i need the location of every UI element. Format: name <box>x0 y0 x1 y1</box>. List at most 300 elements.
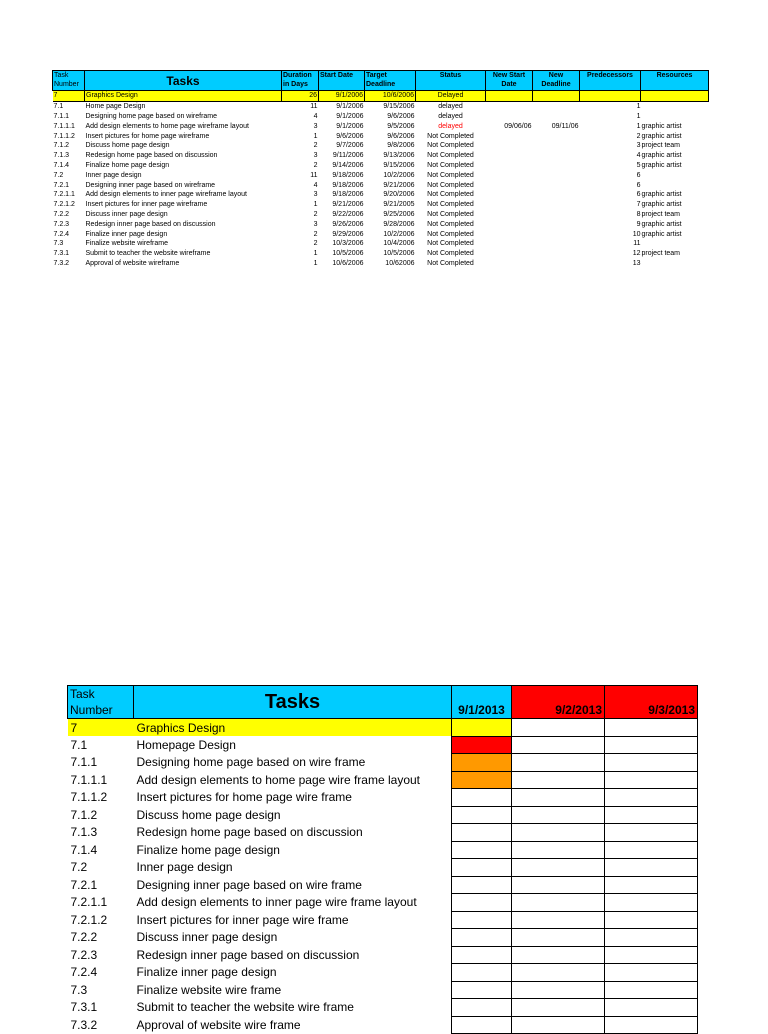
gantt-cell[interactable] <box>605 981 698 999</box>
cell-task-name: Redesign home page based on discussion <box>85 152 218 160</box>
cell-status: Not Completed <box>427 210 474 218</box>
cell-status: Not Completed <box>427 161 474 169</box>
gantt-task-name: Add design elements to inner page wire frame layout <box>136 895 417 910</box>
cell-predecessors: 11 <box>633 240 641 248</box>
schedule-row <box>53 210 709 220</box>
cell-resources <box>641 259 709 269</box>
cell-task-number: 7.1.3 <box>53 152 70 160</box>
cell-target-deadline: 10/4/2006 <box>383 240 415 248</box>
gantt-cell[interactable] <box>452 981 512 999</box>
cell-new-start-date <box>486 112 533 122</box>
cell-target-deadline: 9/6/2006 <box>387 132 415 140</box>
gantt-cell[interactable] <box>452 771 512 789</box>
cell-predecessors: 5 <box>636 161 641 169</box>
gantt-cell[interactable] <box>512 824 605 842</box>
gantt-cell[interactable] <box>512 841 605 859</box>
gantt-task-name: Redesign inner page based on discussion <box>136 947 360 962</box>
cell-resources: graphic artist <box>641 220 682 228</box>
cell-task-name: Insert pictures for inner page wireframe <box>85 201 208 209</box>
cell-predecessors: 12 <box>632 250 641 258</box>
schedule-body <box>53 91 709 269</box>
gantt-task-number: 7.1.1.2 <box>70 790 108 805</box>
cell-task-name: Home page Design <box>85 103 146 111</box>
gantt-cell[interactable] <box>605 719 698 737</box>
cell-new-deadline: 09/11/06 <box>551 122 579 130</box>
cell-resources <box>641 112 709 122</box>
gantt-cell[interactable] <box>605 929 698 947</box>
cell-start-date: 9/26/2006 <box>332 220 364 228</box>
cell-duration: 4 <box>313 112 318 120</box>
cell-duration: 2 <box>313 240 318 248</box>
cell-task-name: Designing home page based on wireframe <box>85 112 218 120</box>
cell-duration: 26 <box>282 91 319 102</box>
gantt-cell[interactable] <box>452 736 512 754</box>
gantt-cell[interactable] <box>512 876 605 894</box>
gantt-task-number: 7.3.2 <box>70 1017 98 1032</box>
cell-predecessors: 4 <box>636 152 641 160</box>
cell-resources <box>641 170 709 180</box>
cell-task-number: 7.2.1.2 <box>53 201 75 209</box>
cell-resources: graphic artist <box>641 161 682 169</box>
cell-target-deadline: 9/13/2006 <box>383 152 415 160</box>
schedule-row <box>53 180 709 190</box>
cell-task-number: 7.1 <box>53 103 64 111</box>
cell-new-deadline <box>533 219 580 229</box>
cell-status: Not Completed <box>427 250 474 258</box>
gantt-row <box>68 911 698 929</box>
schedule-row <box>53 170 709 180</box>
cell-start-date: 10/5/2006 <box>332 250 364 258</box>
gantt-task-number: 7.1.1.1 <box>70 772 108 787</box>
cell-predecessors: 6 <box>636 181 641 189</box>
gantt-cell[interactable] <box>605 736 698 754</box>
cell-task-number: 7.2.4 <box>53 230 70 238</box>
gantt-cell[interactable] <box>452 806 512 824</box>
schedule-row <box>53 131 709 141</box>
cell-status: Not Completed <box>427 259 474 267</box>
cell-new-deadline <box>533 200 580 210</box>
cell-target-deadline: 9/8/2006 <box>387 142 415 150</box>
cell-task-number: 7.1.2 <box>53 142 70 150</box>
cell-resources <box>641 239 709 249</box>
gantt-task-name: Inner page design <box>136 860 233 875</box>
schedule-table <box>52 70 709 268</box>
schedule-row <box>53 200 709 210</box>
gantt-header-date-1: 9/1/2013 <box>452 686 512 719</box>
gantt-task-number: 7.2 <box>70 860 88 875</box>
header-duration: Duration in Days <box>282 71 319 91</box>
schedule-row <box>53 161 709 171</box>
gantt-cell[interactable] <box>452 894 512 912</box>
cell-new-deadline <box>533 249 580 259</box>
gantt-cell[interactable] <box>605 841 698 859</box>
cell-task-number: 7.1.1 <box>53 112 70 120</box>
cell-task-number: 7.1.4 <box>53 161 70 169</box>
cell-resources <box>641 180 709 190</box>
cell-new-start-date <box>486 239 533 249</box>
cell-start-date: 9/1/2006 <box>336 103 364 111</box>
cell-predecessors: 10 <box>632 230 641 238</box>
cell-task-name: Designing inner page based on wireframe <box>85 181 216 189</box>
cell-task-name: Approval of website wireframe <box>85 259 180 267</box>
gantt-cell[interactable] <box>452 876 512 894</box>
cell-duration: 1 <box>313 250 318 258</box>
gantt-task-name: Redesign home page based on discussion <box>136 825 363 840</box>
cell-status: Not Completed <box>427 181 474 189</box>
gantt-task-number: 7.1.2 <box>70 807 98 822</box>
cell-new-start-date <box>486 259 533 269</box>
gantt-row <box>68 771 698 789</box>
gantt-cell[interactable] <box>512 771 605 789</box>
cell-task-number: 7.2.2 <box>53 210 70 218</box>
schedule-row <box>53 190 709 200</box>
gantt-row <box>68 719 698 737</box>
cell-resources <box>641 91 709 102</box>
cell-duration: 3 <box>313 152 318 160</box>
gantt-row <box>68 789 698 807</box>
gantt-cell[interactable] <box>452 754 512 772</box>
cell-duration: 1 <box>313 132 318 140</box>
gantt-cell[interactable] <box>452 1016 512 1034</box>
schedule-row <box>53 229 709 239</box>
cell-target-deadline: 9/21/2005 <box>383 201 415 209</box>
cell-target-deadline: 10/62006 <box>385 259 415 267</box>
cell-task-number: 7.1.1.2 <box>53 132 75 140</box>
header-predecessors: Predecessors <box>580 71 641 91</box>
cell-status: Not Completed <box>427 142 474 150</box>
gantt-cell[interactable] <box>452 911 512 929</box>
cell-task-number: 7.2 <box>53 171 64 179</box>
gantt-cell[interactable] <box>512 911 605 929</box>
gantt-cell[interactable] <box>605 876 698 894</box>
header-start-date: Start Date <box>319 71 365 91</box>
cell-new-start-date <box>486 200 533 210</box>
cell-target-deadline: 9/15/2006 <box>383 161 415 169</box>
gantt-row <box>68 929 698 947</box>
cell-status: delayed <box>438 103 463 111</box>
cell-task-name: Discuss home page design <box>85 142 170 150</box>
cell-predecessors: 9 <box>636 220 641 228</box>
cell-predecessors: 8 <box>636 210 641 218</box>
schedule-row <box>53 151 709 161</box>
cell-task-name: Inner page design <box>85 171 142 179</box>
schedule-row <box>53 239 709 249</box>
gantt-row <box>68 999 698 1017</box>
cell-new-start-date: 09/06/06 <box>504 122 532 130</box>
gantt-task-name: Finalize inner page design <box>136 965 277 980</box>
cell-status: Not Completed <box>427 152 474 160</box>
gantt-row <box>68 946 698 964</box>
gantt-task-name: Graphics Design <box>134 719 452 737</box>
gantt-row <box>68 876 698 894</box>
gantt-cell[interactable] <box>605 946 698 964</box>
cell-new-deadline <box>533 229 580 239</box>
cell-status: delayed <box>438 122 463 130</box>
cell-status: Delayed <box>416 91 486 102</box>
cell-task-name: Add design elements to inner page wireframe layout <box>85 191 247 199</box>
cell-task-name: Finalize home page design <box>85 161 170 169</box>
cell-resources: graphic artist <box>641 230 682 238</box>
cell-new-start-date <box>486 210 533 220</box>
cell-task-number: 7.3.2 <box>53 259 70 267</box>
cell-duration: 1 <box>313 259 318 267</box>
cell-start-date: 9/18/2006 <box>332 181 364 189</box>
gantt-cell[interactable] <box>452 841 512 859</box>
cell-new-deadline <box>533 112 580 122</box>
cell-new-start-date <box>486 151 533 161</box>
gantt-table <box>67 685 698 1034</box>
cell-start-date: 10/6/2006 <box>332 259 364 267</box>
cell-duration: 4 <box>313 181 318 189</box>
schedule-row <box>53 249 709 259</box>
gantt-cell[interactable] <box>452 824 512 842</box>
gantt-cell[interactable] <box>452 964 512 982</box>
cell-status: Not Completed <box>427 191 474 199</box>
cell-status: Not Completed <box>427 201 474 209</box>
gantt-cell[interactable] <box>452 719 512 737</box>
cell-new-start-date <box>486 101 533 111</box>
gantt-task-number: 7.3.1 <box>70 1000 98 1015</box>
schedule-row <box>53 259 709 269</box>
cell-resources <box>641 101 709 111</box>
cell-task-number: 7.2.3 <box>53 220 70 228</box>
gantt-task-name: Designing home page based on wire frame <box>136 755 366 770</box>
cell-new-start-date <box>486 190 533 200</box>
gantt-cell[interactable] <box>512 719 605 737</box>
cell-new-deadline <box>533 161 580 171</box>
header-target-deadline: Target Deadline <box>365 71 416 91</box>
gantt-header-row <box>68 686 698 719</box>
gantt-row <box>68 859 698 877</box>
cell-duration: 2 <box>313 142 318 150</box>
cell-task-name: Discuss inner page design <box>85 210 168 218</box>
cell-start-date: 9/1/2006 <box>336 122 364 130</box>
cell-task-number: 7.2.1.1 <box>53 191 75 199</box>
cell-resources: graphic artist <box>641 132 682 140</box>
cell-predecessors: 1 <box>636 122 641 130</box>
cell-start-date: 9/14/2006 <box>332 161 364 169</box>
gantt-row <box>68 1016 698 1034</box>
cell-start-date: 9/22/2006 <box>332 210 364 218</box>
cell-predecessors: 1 <box>636 112 641 120</box>
gantt-cell[interactable] <box>452 929 512 947</box>
cell-new-start-date <box>486 229 533 239</box>
cell-predecessors: 6 <box>636 191 641 199</box>
gantt-cell[interactable] <box>605 771 698 789</box>
cell-target-deadline: 10/5/2006 <box>383 250 415 258</box>
cell-new-start-date <box>486 141 533 151</box>
cell-task-number: 7.1.1.1 <box>53 122 75 130</box>
gantt-task-number: 7.1 <box>70 737 88 752</box>
gantt-header-tasks: Tasks <box>134 686 452 719</box>
cell-target-deadline: 10/6/2006 <box>365 91 416 102</box>
cell-task-number: 7.3.1 <box>53 250 70 258</box>
gantt-cell[interactable] <box>512 946 605 964</box>
gantt-cell[interactable] <box>512 806 605 824</box>
cell-task-name: Finalize website wireframe <box>85 240 168 248</box>
gantt-task-number: 7.1.1 <box>70 755 98 770</box>
gantt-cell[interactable] <box>452 999 512 1017</box>
gantt-task-number: 7.2.1.1 <box>70 895 108 910</box>
gantt-task-name: Add design elements to home page wire frame layout <box>136 772 420 787</box>
cell-start-date: 9/18/2006 <box>332 191 364 199</box>
cell-target-deadline: 9/21/2006 <box>383 181 415 189</box>
cell-target-deadline: 10/2/2006 <box>383 230 415 238</box>
cell-new-deadline <box>533 190 580 200</box>
cell-start-date: 9/29/2006 <box>332 230 364 238</box>
schedule-row <box>53 101 709 111</box>
cell-predecessors: 6 <box>636 171 641 179</box>
gantt-cell[interactable] <box>512 929 605 947</box>
header-new-start-date: New Start Date <box>486 71 533 91</box>
cell-new-deadline <box>533 91 580 102</box>
gantt-cell[interactable] <box>512 999 605 1017</box>
gantt-task-name: Finalize home page design <box>136 842 280 857</box>
gantt-cell[interactable] <box>605 806 698 824</box>
cell-status: delayed <box>438 112 463 120</box>
gantt-cell[interactable] <box>605 754 698 772</box>
cell-task-name: Graphics Design <box>85 91 282 102</box>
gantt-cell[interactable] <box>605 911 698 929</box>
cell-task-name: Insert pictures for home page wireframe <box>85 132 210 140</box>
cell-target-deadline: 10/2/2006 <box>383 171 415 179</box>
cell-predecessors: 13 <box>632 259 641 267</box>
gantt-header-task-number: Task Number <box>68 686 134 719</box>
cell-resources: project team <box>641 142 681 150</box>
cell-duration: 2 <box>313 230 318 238</box>
gantt-row <box>68 894 698 912</box>
gantt-cell[interactable] <box>605 789 698 807</box>
gantt-task-name: Homepage Design <box>136 737 236 752</box>
gantt-body <box>68 719 698 1034</box>
gantt-task-number: 7 <box>68 719 134 737</box>
cell-resources: graphic artist <box>641 152 682 160</box>
schedule-row <box>53 219 709 229</box>
cell-task-name: Submit to teacher the website wireframe <box>85 250 211 258</box>
cell-new-deadline <box>533 180 580 190</box>
cell-start-date: 9/7/2006 <box>336 142 364 150</box>
cell-duration: 3 <box>313 220 318 228</box>
cell-target-deadline: 9/28/2006 <box>383 220 415 228</box>
cell-start-date: 9/21/2006 <box>332 201 364 209</box>
schedule-row <box>53 141 709 151</box>
cell-start-date: 9/1/2006 <box>336 112 364 120</box>
gantt-row <box>68 981 698 999</box>
cell-new-deadline <box>533 141 580 151</box>
gantt-cell[interactable] <box>512 736 605 754</box>
gantt-cell[interactable] <box>512 1016 605 1034</box>
gantt-task-number: 7.2.2 <box>70 930 98 945</box>
gantt-cell[interactable] <box>452 946 512 964</box>
gantt-cell[interactable] <box>512 894 605 912</box>
gantt-cell[interactable] <box>512 789 605 807</box>
gantt-cell[interactable] <box>605 1016 698 1034</box>
gantt-task-name: Submit to teacher the website wire frame <box>136 1000 354 1015</box>
cell-start-date: 9/6/2006 <box>336 132 364 140</box>
gantt-task-name: Designing inner page based on wire frame <box>136 877 362 892</box>
schedule-header-row <box>53 71 709 91</box>
cell-status: Not Completed <box>427 230 474 238</box>
cell-start-date: 9/18/2006 <box>332 171 364 179</box>
cell-task-name: Add design elements to home page wireframe layout <box>85 122 249 130</box>
gantt-task-name: Discuss inner page design <box>136 930 278 945</box>
header-tasks: Tasks <box>85 71 282 91</box>
gantt-cell[interactable] <box>605 824 698 842</box>
cell-resources: project team <box>641 210 681 218</box>
gantt-task-number: 7.1.4 <box>70 842 98 857</box>
gantt-cell[interactable] <box>512 964 605 982</box>
cell-new-deadline <box>533 259 580 269</box>
cell-new-deadline <box>533 210 580 220</box>
cell-task-number: 7 <box>53 91 85 102</box>
cell-target-deadline: 9/20/2006 <box>383 191 415 199</box>
cell-predecessors: 7 <box>636 201 641 209</box>
gantt-cell[interactable] <box>605 964 698 982</box>
gantt-row <box>68 964 698 982</box>
schedule-row <box>53 121 709 131</box>
cell-predecessors: 1 <box>636 103 641 111</box>
cell-new-deadline <box>533 101 580 111</box>
gantt-row <box>68 754 698 772</box>
cell-new-start-date <box>486 219 533 229</box>
cell-new-start-date <box>486 249 533 259</box>
gantt-cell[interactable] <box>452 789 512 807</box>
cell-resources: project team <box>641 250 681 258</box>
header-resources: Resources <box>641 71 709 91</box>
cell-new-deadline <box>533 131 580 141</box>
cell-new-start-date <box>486 91 533 102</box>
cell-target-deadline: 9/15/2006 <box>383 103 415 111</box>
cell-duration: 1 <box>313 201 318 209</box>
header-task-number: Task Number <box>53 71 85 91</box>
cell-start-date: 10/3/2006 <box>332 240 364 248</box>
cell-start-date: 9/11/2006 <box>332 152 364 160</box>
cell-resources: graphic artist <box>641 122 682 130</box>
cell-new-start-date <box>486 180 533 190</box>
gantt-cell[interactable] <box>605 894 698 912</box>
cell-status: Not Completed <box>427 132 474 140</box>
gantt-task-name: Insert pictures for home page wire frame <box>136 790 352 805</box>
header-status: Status <box>416 71 486 91</box>
gantt-cell[interactable] <box>512 754 605 772</box>
gantt-task-name: Discuss home page design <box>136 807 281 822</box>
cell-new-start-date <box>486 131 533 141</box>
cell-predecessors <box>580 91 641 102</box>
gantt-header-date-2: 9/2/2013 <box>512 686 605 719</box>
gantt-row <box>68 824 698 842</box>
gantt-task-number: 7.2.4 <box>70 965 98 980</box>
cell-predecessors: 3 <box>636 142 641 150</box>
cell-duration: 11 <box>310 171 318 179</box>
gantt-task-name: Insert pictures for inner page wire frame <box>136 912 349 927</box>
cell-status: Not Completed <box>427 171 474 179</box>
cell-target-deadline: 9/6/2006 <box>387 112 415 120</box>
gantt-task-number: 7.2.3 <box>70 947 98 962</box>
cell-new-deadline <box>533 151 580 161</box>
cell-predecessors: 2 <box>636 132 641 140</box>
cell-task-name: Finalize inner page design <box>85 230 168 238</box>
gantt-cell[interactable] <box>512 859 605 877</box>
cell-duration: 3 <box>313 122 318 130</box>
gantt-cell[interactable] <box>605 859 698 877</box>
gantt-cell[interactable] <box>512 981 605 999</box>
cell-duration: 2 <box>313 210 318 218</box>
gantt-cell[interactable] <box>605 999 698 1017</box>
cell-duration: 2 <box>313 161 318 169</box>
cell-new-deadline <box>533 239 580 249</box>
gantt-cell[interactable] <box>452 859 512 877</box>
cell-status: Not Completed <box>427 240 474 248</box>
